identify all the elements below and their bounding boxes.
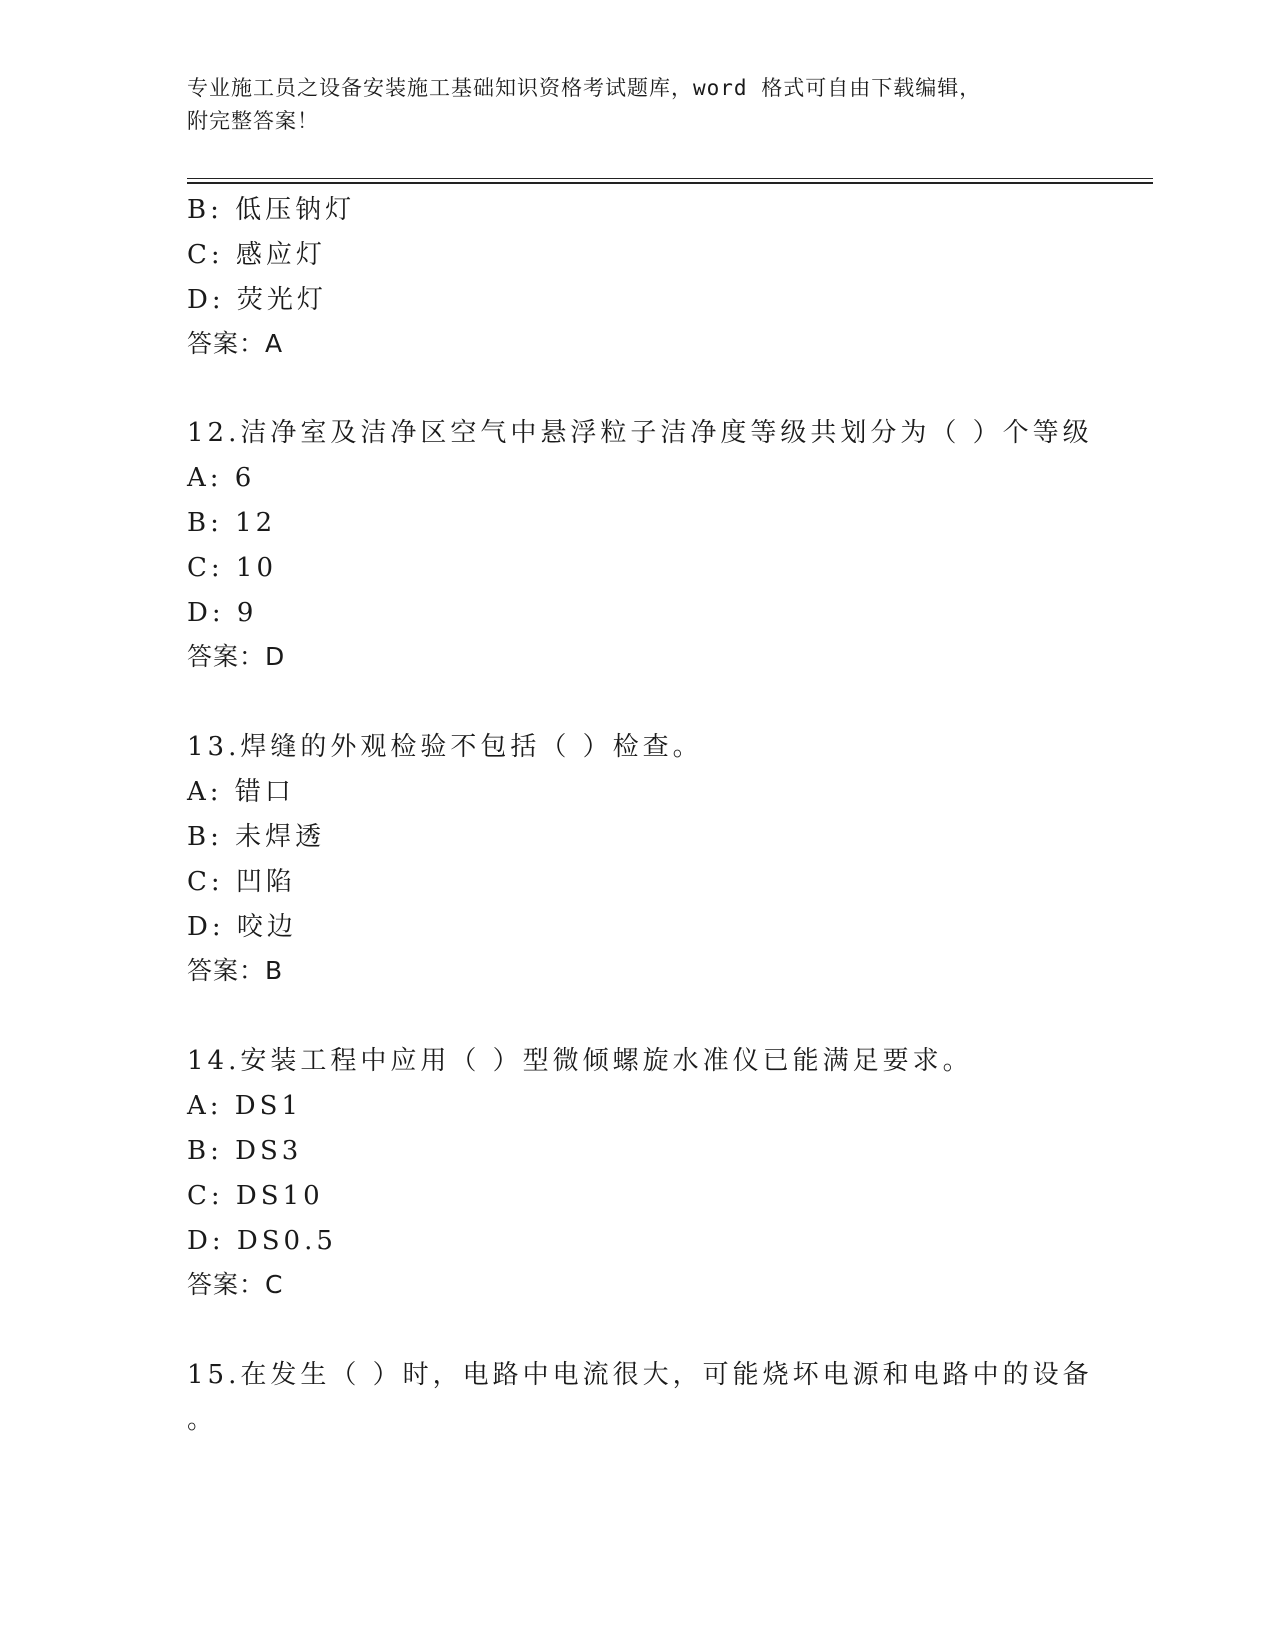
option-c-q12: C: 10 (187, 553, 278, 583)
option-d-q13: D: 咬边 (187, 912, 297, 942)
option-d-q14: D: DS0.5 (187, 1226, 337, 1256)
option-c-q14: C: DS10 (187, 1181, 324, 1211)
answer-q14: 答案：C (187, 1270, 284, 1299)
header-divider-thin (187, 178, 1153, 179)
option-d-q11: D: 荧光灯 (187, 285, 327, 315)
option-c-q13: C: 凹陷 (187, 867, 296, 897)
option-b-q13: B: 未焊透 (187, 822, 326, 852)
question-13: 13.焊缝的外观检验不包括（ ）检查。 (187, 732, 703, 762)
option-a-q13: A: 错口 (187, 777, 295, 807)
question-15-continuation: 。 (187, 1405, 218, 1435)
question-12: 12.洁净室及洁净区空气中悬浮粒子洁净度等级共划分为（ ）个等级 (187, 418, 1093, 448)
option-a-q14: A: DS1 (187, 1091, 302, 1121)
option-b-q12: B: 12 (187, 508, 277, 538)
option-b-q14: B: DS3 (187, 1136, 303, 1166)
answer-q12: 答案：D (187, 642, 286, 671)
option-b-q11: B: 低压钠灯 (187, 195, 356, 225)
option-c-q11: C: 感应灯 (187, 240, 326, 270)
option-a-q12: A: 6 (187, 463, 256, 493)
header-line-2: 附完整答案！ (187, 109, 319, 133)
option-d-q12: D: 9 (187, 598, 258, 628)
header-divider-thick (187, 182, 1153, 184)
answer-q13: 答案：B (187, 956, 284, 985)
header-line-1: 专业施工员之设备安装施工基础知识资格考试题库，word 格式可自由下载编辑， (187, 76, 982, 100)
question-14: 14.安装工程中应用（ ）型微倾螺旋水准仪已能满足要求。 (187, 1046, 973, 1076)
question-15: 15.在发生（ ）时，电路中电流很大，可能烧坏电源和电路中的设备 (187, 1360, 1093, 1390)
document-header (187, 72, 1087, 138)
answer-q11: 答案：A (187, 329, 284, 358)
